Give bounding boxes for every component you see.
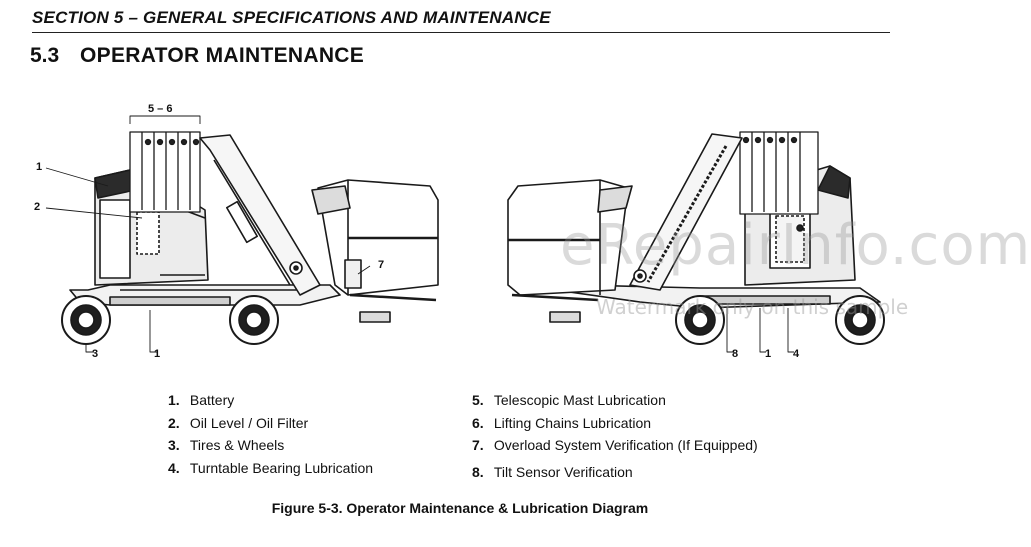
legend-item (168, 415, 373, 438)
legend-left (168, 392, 373, 482)
callout-7: 7 (378, 259, 385, 271)
legend-item (168, 392, 373, 415)
legend-label: Turntable Bearing Lubrication (189, 459, 374, 476)
section-title: SECTION 5 – GENERAL SPECIFICATIONS AND MAINTENANCE (32, 8, 551, 27)
legend-number: 8. (472, 463, 484, 480)
callout-1-right: 1 (765, 348, 772, 360)
legend-item (472, 415, 758, 438)
legend-item (472, 392, 758, 415)
legend-item (472, 464, 758, 487)
callout-8: 8 (732, 348, 739, 360)
legend-right (472, 392, 758, 486)
legend-number: 1. (168, 392, 180, 408)
watermark: eRepairInfo.com (560, 213, 1031, 278)
legend-label: Overload System Verification (If Equipped) (493, 437, 758, 453)
callout-5-6: 5 – 6 (148, 103, 173, 115)
legend-label: Tires & Wheels (189, 437, 285, 453)
legend-number: 5. (472, 392, 484, 408)
subsection-number: 5.3 (30, 44, 60, 67)
subsection-title: OPERATOR MAINTENANCE (80, 44, 365, 67)
figure-caption: Figure 5-3. Operator Maintenance & Lubrication Diagram (271, 500, 649, 516)
callout-1-chassis: 1 (154, 348, 161, 360)
legend-item (472, 437, 758, 460)
callout-2: 2 (34, 201, 41, 213)
legend-label: Lifting Chains Lubrication (493, 414, 652, 431)
legend-item (168, 437, 373, 460)
legend-number: 7. (472, 437, 484, 453)
legend-number: 3. (168, 437, 180, 453)
legend-item (168, 460, 373, 483)
legend-number: 2. (168, 414, 180, 431)
callout-4: 4 (793, 348, 800, 360)
legend-number: 4. (168, 459, 180, 476)
callout-3: 3 (92, 348, 99, 360)
legend-label: Tilt Sensor Verification (493, 463, 633, 480)
legend-label: Oil Level / Oil Filter (189, 414, 309, 431)
left-machine-illustration (62, 132, 438, 344)
callout-1: 1 (36, 161, 43, 173)
legend-label: Telescopic Mast Lubrication (493, 392, 666, 408)
legend-number: 6. (472, 414, 484, 431)
watermark-subtext: Watermark only on this sample (596, 295, 909, 319)
legend-label: Battery (189, 392, 235, 408)
section-header (32, 6, 890, 33)
